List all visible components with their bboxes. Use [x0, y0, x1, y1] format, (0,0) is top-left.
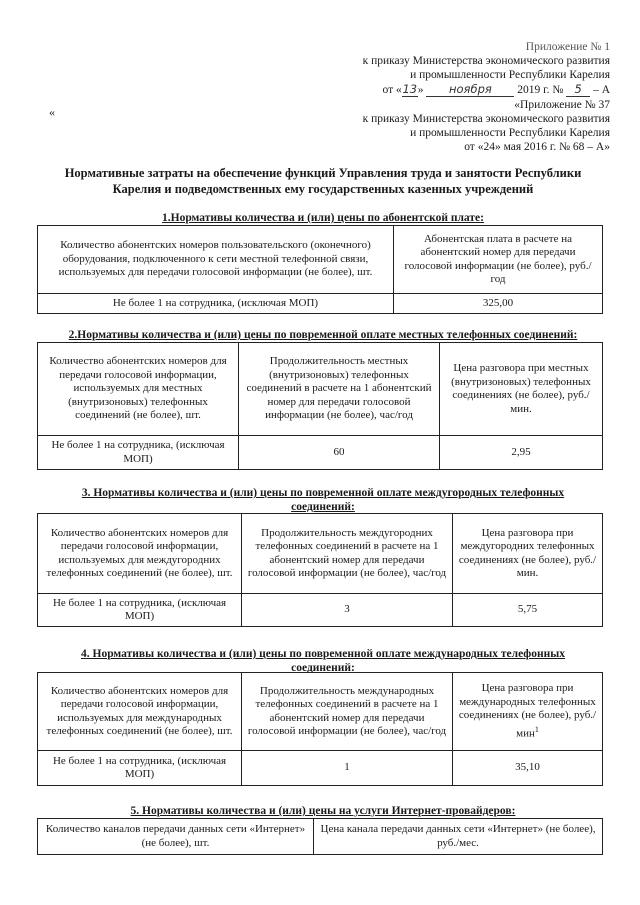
section-2-table [37, 342, 603, 470]
old-order-date: от «24» мая 2016 г. № 68 – А» [464, 141, 610, 153]
section-3-table [37, 513, 603, 627]
old-ministry-line: и промышленности Республики Карелия [410, 127, 610, 139]
handwritten-number: 5 [566, 82, 590, 97]
table-cell: 35,10 [453, 751, 603, 786]
section-3-heading: 3. Нормативы количества и (или) цены по повременной оплате междугородных телефонных соединений: [81, 487, 565, 513]
table-header-cell: Абонентская плата в расчете на абонентский номер для передачи голосовой информации (не более), руб./год [394, 226, 603, 294]
old-appendix-number: «Приложение № 37 [514, 99, 610, 111]
table-cell: Не более 1 на сотрудника, (исключая МОП) [38, 594, 242, 627]
table-header-cell: Количество абонентских номеров пользовательского (оконечного) оборудования, подключенного к сети местной телефонной связи, используемых для передачи голосовой информации (не более), шт. [38, 226, 394, 294]
appendix-number: Приложение № 1 [525, 41, 610, 53]
appendix-header-old [363, 98, 610, 154]
table-header-cell: Количество абонентских номеров для передачи голосовой информации, используемых для международных телефонных соединений (не более), шт. [38, 673, 242, 751]
table-header-cell: Продолжительность местных (внутризоновых) телефонных соединений в расчете на 1 абонентский номер для передачи голосовой информации (не более), час/год [239, 343, 440, 436]
section-5-heading: 5. Нормативы количества и (или) цены на услуги Интернет-провайдеров: [130, 805, 516, 817]
table-header-cell: Количество абонентских номеров для передачи голосовой информации, используемых для местных (внутризоновых) телефонных соединений (не более), шт. [38, 343, 239, 436]
table-header-cell: Количество каналов передачи данных сети «Интернет» (не более), шт. [38, 819, 314, 855]
table-cell: 60 [239, 436, 440, 470]
table-header-cell: Цена канала передачи данных сети «Интернет» (не более), руб./мес. [314, 819, 603, 855]
order-ref-line: к приказу Министерства экономического развития [362, 55, 610, 67]
table-cell: 3 [242, 594, 453, 627]
section-4-heading: 4. Нормативы количества и (или) цены по повременной оплате международных телефонных соединений: [81, 648, 565, 674]
table-cell: 325,00 [394, 294, 603, 314]
table-cell: Не более 1 на сотрудника, (исключая МОП) [38, 436, 239, 470]
old-order-ref: к приказу Министерства экономического развития [362, 113, 610, 125]
table-cell: Не более 1 на сотрудника, (исключая МОП) [38, 294, 394, 314]
section-1-heading: 1.Нормативы количества и (или) цены по абонентской плате: [162, 212, 484, 224]
table-cell: Не более 1 на сотрудника, (исключая МОП) [38, 751, 242, 786]
table-cell: 5,75 [453, 594, 603, 627]
footnote-marker: 1 [534, 724, 539, 734]
order-date-line: от «13» ноября 2019 г. № 5 – А [382, 82, 610, 96]
table-header-cell: Продолжительность международных телефонных соединений в расчете на 1 абонентский номер для передачи голосовой информации (не более), час/год [242, 673, 453, 751]
ministry-line: и промышленности Республики Карелия [410, 69, 610, 81]
appendix-header-new [363, 40, 610, 97]
table-header-cell: Продолжительность междугородних телефонных соединений в расчете на 1 абонентский номер для передачи голосовой информации (не более), час/год [242, 514, 453, 594]
handwritten-month: ноября [426, 82, 514, 97]
document-title: Нормативные затраты на обеспечение функций Управления труда и занятости Республики Карелия и подведомственных ему государственных казенных учреждений [64, 166, 582, 196]
section-5-table [37, 818, 603, 855]
table-header-cell: Цена разговора при междугородних телефонных соединениях (не более), руб./мин. [453, 514, 603, 594]
section-2-heading: 2.Нормативы количества и (или) цены по повременной оплате местных телефонных соединений: [68, 329, 578, 341]
table-cell: 1 [242, 751, 453, 786]
table-header-cell: Количество абонентских номеров для передачи голосовой информации, используемых для междугородних телефонных соединений (не более), шт. [38, 514, 242, 594]
opening-quote: « [49, 105, 55, 119]
table-header-cell: Цена разговора при международных телефонных соединениях (не более), руб./мин$^1$ [453, 673, 603, 751]
section-1-table [37, 225, 603, 314]
handwritten-day: 13 [402, 82, 418, 96]
table-cell: 2,95 [440, 436, 603, 470]
section-4-table [37, 672, 603, 786]
table-header-cell: Цена разговора при местных (внутризоновых) телефонных соединениях (не более), руб./мин. [440, 343, 603, 436]
